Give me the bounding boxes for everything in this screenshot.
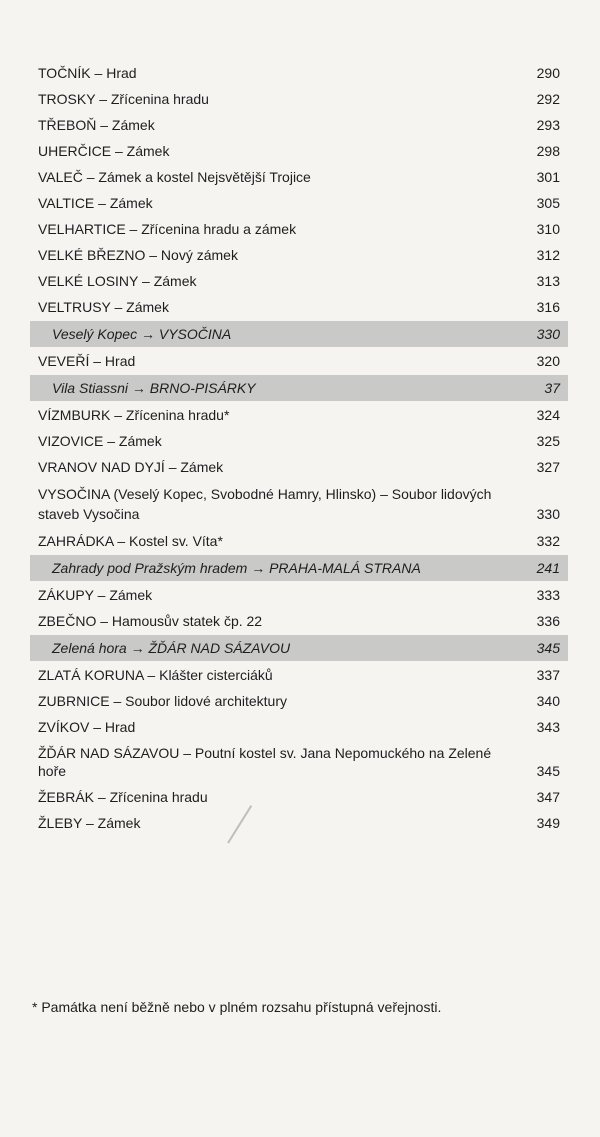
footnote: * Památka není běžně nebo v plném rozsahu přístupná veřejnosti. (32, 999, 442, 1015)
entry-page-number: 325 (536, 433, 560, 449)
cross-reference-row (30, 375, 568, 401)
index-entry-row (30, 784, 568, 810)
entry-page-number: 330 (536, 506, 560, 522)
index-entry-row (30, 348, 568, 374)
entry-text: VELKÉ BŘEZNO – Nový zámek (38, 247, 238, 263)
entry-text: TOČNÍK – Hrad (38, 65, 137, 81)
entry-page-number: 241 (536, 560, 560, 576)
entry-text: ŽEBRÁK – Zřícenina hradu (38, 789, 208, 805)
index-entry-row (30, 662, 568, 688)
entry-page-number: 290 (536, 65, 560, 81)
index-entry-row (30, 402, 568, 428)
entry-text: VELTRUSY – Zámek (38, 299, 169, 315)
entry-text: Veselý Kopec → VYSOČINA (52, 326, 232, 342)
entry-page-number: 305 (536, 195, 560, 211)
entry-page-number: 345 (536, 763, 560, 779)
cross-reference-row (30, 635, 568, 661)
entry-text: Zelená hora → ŽĎÁR NAD SÁZAVOU (52, 640, 291, 656)
index-entry-row (30, 582, 568, 608)
index-entry-row (30, 190, 568, 216)
entry-text: ZLATÁ KORUNA – Klášter cisterciáků (38, 667, 273, 683)
index-entry-row (30, 608, 568, 634)
index-entry-row (30, 714, 568, 740)
index-entry-row (30, 242, 568, 268)
entry-page-number: 310 (536, 221, 560, 237)
cross-reference-row (30, 321, 568, 347)
entry-page-number: 343 (536, 719, 560, 735)
entry-text: ZVÍKOV – Hrad (38, 719, 136, 735)
entry-text: VRANOV NAD DYJÍ – Zámek (38, 459, 224, 475)
entry-page-number: 312 (536, 247, 560, 263)
entry-text: UHERČICE – Zámek (38, 143, 170, 159)
entry-text: ŽLEBY – Zámek (38, 815, 141, 831)
entry-page-number: 324 (536, 407, 560, 423)
entry-page-number: 301 (536, 169, 560, 185)
entry-text: VALTICE – Zámek (38, 195, 153, 211)
entry-text: VÍZMBURK – Zřícenina hradu* (38, 407, 230, 423)
entry-text: ZBEČNO – Hamousův statek čp. 22 (38, 613, 263, 629)
entry-text: VIZOVICE – Zámek (38, 433, 162, 449)
entry-page-number: 327 (536, 459, 560, 475)
entry-text: ZUBRNICE – Soubor lidové architektury (38, 693, 287, 709)
entry-text: ZAHRÁDKA – Kostel sv. Víta* (38, 533, 223, 549)
entry-page-number: 340 (536, 693, 560, 709)
cross-reference-row (30, 555, 568, 581)
entry-page-number: 332 (536, 533, 560, 549)
entry-text: VELHARTICE – Zřícenina hradu a zámek (38, 221, 297, 237)
entry-page-number: 37 (544, 380, 560, 396)
entry-page-number: 313 (536, 273, 560, 289)
index-list (30, 60, 568, 836)
index-entry-row (30, 740, 568, 784)
index-entry-row (30, 294, 568, 320)
entry-text: TROSKY – Zřícenina hradu (38, 91, 209, 107)
entry-text: VELKÉ LOSINY – Zámek (38, 273, 197, 289)
entry-page-number: 316 (536, 299, 560, 315)
index-entry-row (30, 216, 568, 242)
entry-text: ŽĎÁR NAD SÁZAVOU – Poutní kostel sv. Jana Nepomuckého na Zelené hoře (38, 745, 492, 779)
entry-page-number: 336 (536, 613, 560, 629)
entry-page-number: 298 (536, 143, 560, 159)
index-entry-row (30, 428, 568, 454)
index-entry-row (30, 164, 568, 190)
index-entry-row (30, 268, 568, 294)
index-entry-row (30, 138, 568, 164)
entry-page-number: 333 (536, 587, 560, 603)
entry-text: Vila Stiassni → BRNO-PISÁRKY (52, 380, 256, 396)
index-entry-row (30, 86, 568, 112)
index-entry-row (30, 480, 568, 528)
entry-text: VALEČ – Zámek a kostel Nejsvětější Trojice (38, 169, 311, 185)
entry-text: ZÁKUPY – Zámek (38, 587, 153, 603)
entry-page-number: 337 (536, 667, 560, 683)
entry-page-number: 330 (536, 326, 560, 342)
entry-page-number: 349 (536, 815, 560, 831)
entry-text: Zahrady pod Pražským hradem → PRAHA-MALÁ STRANA (52, 560, 421, 576)
entry-page-number: 345 (536, 640, 560, 656)
index-entry-row (30, 112, 568, 138)
entry-text: VEVEŘÍ – Hrad (38, 353, 136, 369)
index-entry-row (30, 688, 568, 714)
index-entry-row (30, 60, 568, 86)
entry-page-number: 293 (536, 117, 560, 133)
index-entry-row (30, 528, 568, 554)
entry-page-number: 347 (536, 789, 560, 805)
entry-text: VYSOČINA (Veselý Kopec, Svobodné Hamry, Hlinsko) – Soubor lidových staveb Vysočina (38, 486, 492, 522)
index-entry-row (30, 810, 568, 836)
entry-text: TŘEBOŇ – Zámek (38, 117, 155, 133)
entry-page-number: 292 (536, 91, 560, 107)
index-entry-row (30, 454, 568, 480)
entry-page-number: 320 (536, 353, 560, 369)
